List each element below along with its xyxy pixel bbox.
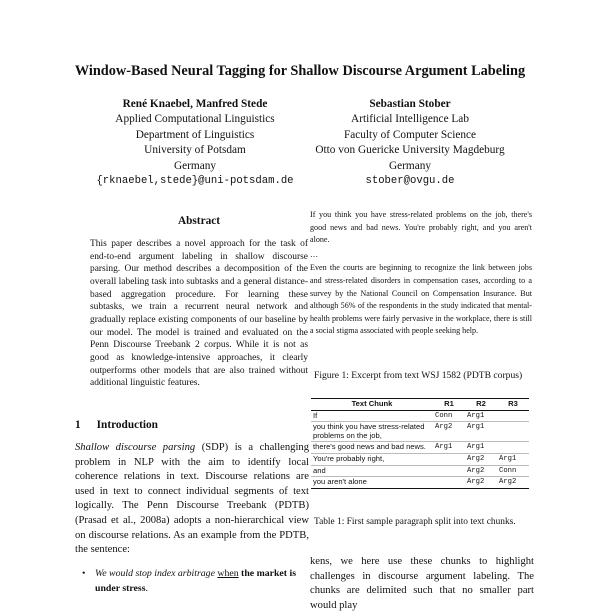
table-row <box>311 477 529 489</box>
table-row <box>311 453 529 465</box>
header-r2: R2 <box>465 399 497 411</box>
r2-cell: Arg2 <box>465 453 497 465</box>
abstract-text: This paper describes a novel approach for the task of end-to-end argument labeling in shallow discourse parsing. Our method describes a decomposition of the overall labeling task into subtasks and a general distance-based aggregation procedure. For learning these subtasks, we train a recurrent neural network and gradually replace existing components of our baseline by our model. The model is trained and evaluated on the Penn Discourse Treebank 2 corpus. While it is not as good as knowledge-intensive approaches, it clearly outperforms other models that are also trained without additional linguistic features. <box>90 239 308 389</box>
affiliation-line: Applied Computational Linguistics <box>115 113 275 126</box>
r1-cell <box>433 453 465 465</box>
r1-cell <box>433 477 465 489</box>
intro-term: Shallow discourse parsing <box>75 442 196 453</box>
r1-cell: Arg2 <box>433 422 465 442</box>
section-title: Introduction <box>96 419 158 431</box>
author-block-1 <box>85 97 305 189</box>
excerpt-paragraph-1: If you think you have stress-related problems on the job, there's good news and bad news. You're probably right, and you aren't alone. <box>310 210 532 245</box>
author-block-2 <box>305 97 515 189</box>
r1-cell: Arg1 <box>433 442 465 454</box>
paper-title: Window-Based Neural Tagging for Shallow Discourse Argument Labeling <box>74 63 526 79</box>
author-names: René Knaebel, Manfred Stede <box>122 98 268 110</box>
affiliation-line: Germany <box>388 159 432 172</box>
author-names: Sebastian Stober <box>369 98 451 110</box>
excerpt-paragraph-2: Even the courts are beginning to recognize the link between jobs and stress-related disorders in compensation cases, according to a survey by the National Council on Compensation Insurance. But although 56% of the respondents in the study indicated that mental-health problems were fairly pervasive in the workplace, there is still a social stigma associated with people seeking help. <box>310 263 532 336</box>
r3-cell: Arg2 <box>497 477 529 489</box>
section-number: 1 <box>75 419 81 431</box>
affiliation-line: Artificial Intelligence Lab <box>351 113 469 126</box>
excerpt-ellipsis: … <box>310 249 319 259</box>
table-row <box>311 422 529 442</box>
figure-caption: Figure 1: Excerpt from text WSJ 1582 (PDTB corpus) <box>314 370 523 381</box>
r3-cell: Conn <box>497 465 529 477</box>
chunk-cell: there's good news and bad news. <box>311 442 433 454</box>
r3-cell <box>497 442 529 454</box>
example-arg: We would stop index arbitrage <box>95 568 218 579</box>
table-row <box>311 465 529 477</box>
intro-paragraph <box>75 441 309 558</box>
section-heading <box>75 419 158 431</box>
chunk-cell: you aren't alone <box>311 477 433 489</box>
table-caption: Table 1: First sample paragraph split into text chunks. <box>314 517 516 527</box>
bullet-dot: • <box>82 568 86 579</box>
example-end: . <box>145 582 148 594</box>
table-row <box>311 410 529 422</box>
chunk-cell: If <box>311 410 433 422</box>
chunk-table <box>311 398 529 489</box>
affiliation-line: Germany <box>173 159 217 172</box>
r1-cell: Conn <box>433 410 465 422</box>
affiliation-line: Otto von Guericke University Magdeburg <box>315 144 505 157</box>
r3-cell <box>497 410 529 422</box>
header-text-chunk: Text Chunk <box>311 399 433 411</box>
r3-cell <box>497 422 529 442</box>
affiliation-line: Department of Linguistics <box>135 128 255 141</box>
header-r1: R1 <box>433 399 465 411</box>
r2-cell: Arg1 <box>465 410 497 422</box>
example-bullet <box>82 567 310 596</box>
abstract-heading: Abstract <box>177 215 221 227</box>
figure-excerpt <box>310 209 532 338</box>
table-row <box>311 442 529 454</box>
r3-cell: Arg1 <box>497 453 529 465</box>
r1-cell <box>433 465 465 477</box>
chunk-cell: You're probably right, <box>311 453 433 465</box>
example-connective: when <box>217 568 239 579</box>
r2-cell: Arg2 <box>465 477 497 489</box>
r2-cell: Arg1 <box>465 422 497 442</box>
intro-text: (SDP) is a challenging problem in NLP with the aim to identify local coherence relations in text. Discourse relations are used in text to connect individual segments of text logically. The Penn Discourse Treebank (PDTB) (Prasad et al., 2008a) adopts a non-hierarchical view on discourse relations. As an example from the PDTB, the sentence: <box>75 442 309 556</box>
table-header-row <box>311 399 529 411</box>
r2-cell: Arg2 <box>465 465 497 477</box>
affiliation-line: University of Potsdam <box>144 144 246 157</box>
header-r3: R3 <box>497 399 529 411</box>
example-sentence <box>82 567 310 596</box>
example-arg-bold: the market is under stress <box>95 568 297 594</box>
chunk-cell: and <box>311 465 433 477</box>
author-email[interactable]: {rknaebel,stede}@uni-potsdam.de <box>96 175 294 188</box>
affiliation-line: Faculty of Computer Science <box>343 128 477 141</box>
body-paragraph: kens, we here use these chunks to highlight challenges in discourse argument labeling. The chunks are delimited such that no smaller part would play <box>310 556 534 611</box>
r2-cell: Arg1 <box>465 442 497 454</box>
author-email[interactable]: stober@ovgu.de <box>365 175 455 188</box>
chunk-cell: you think you have stress-related problems on the job, <box>311 422 433 442</box>
